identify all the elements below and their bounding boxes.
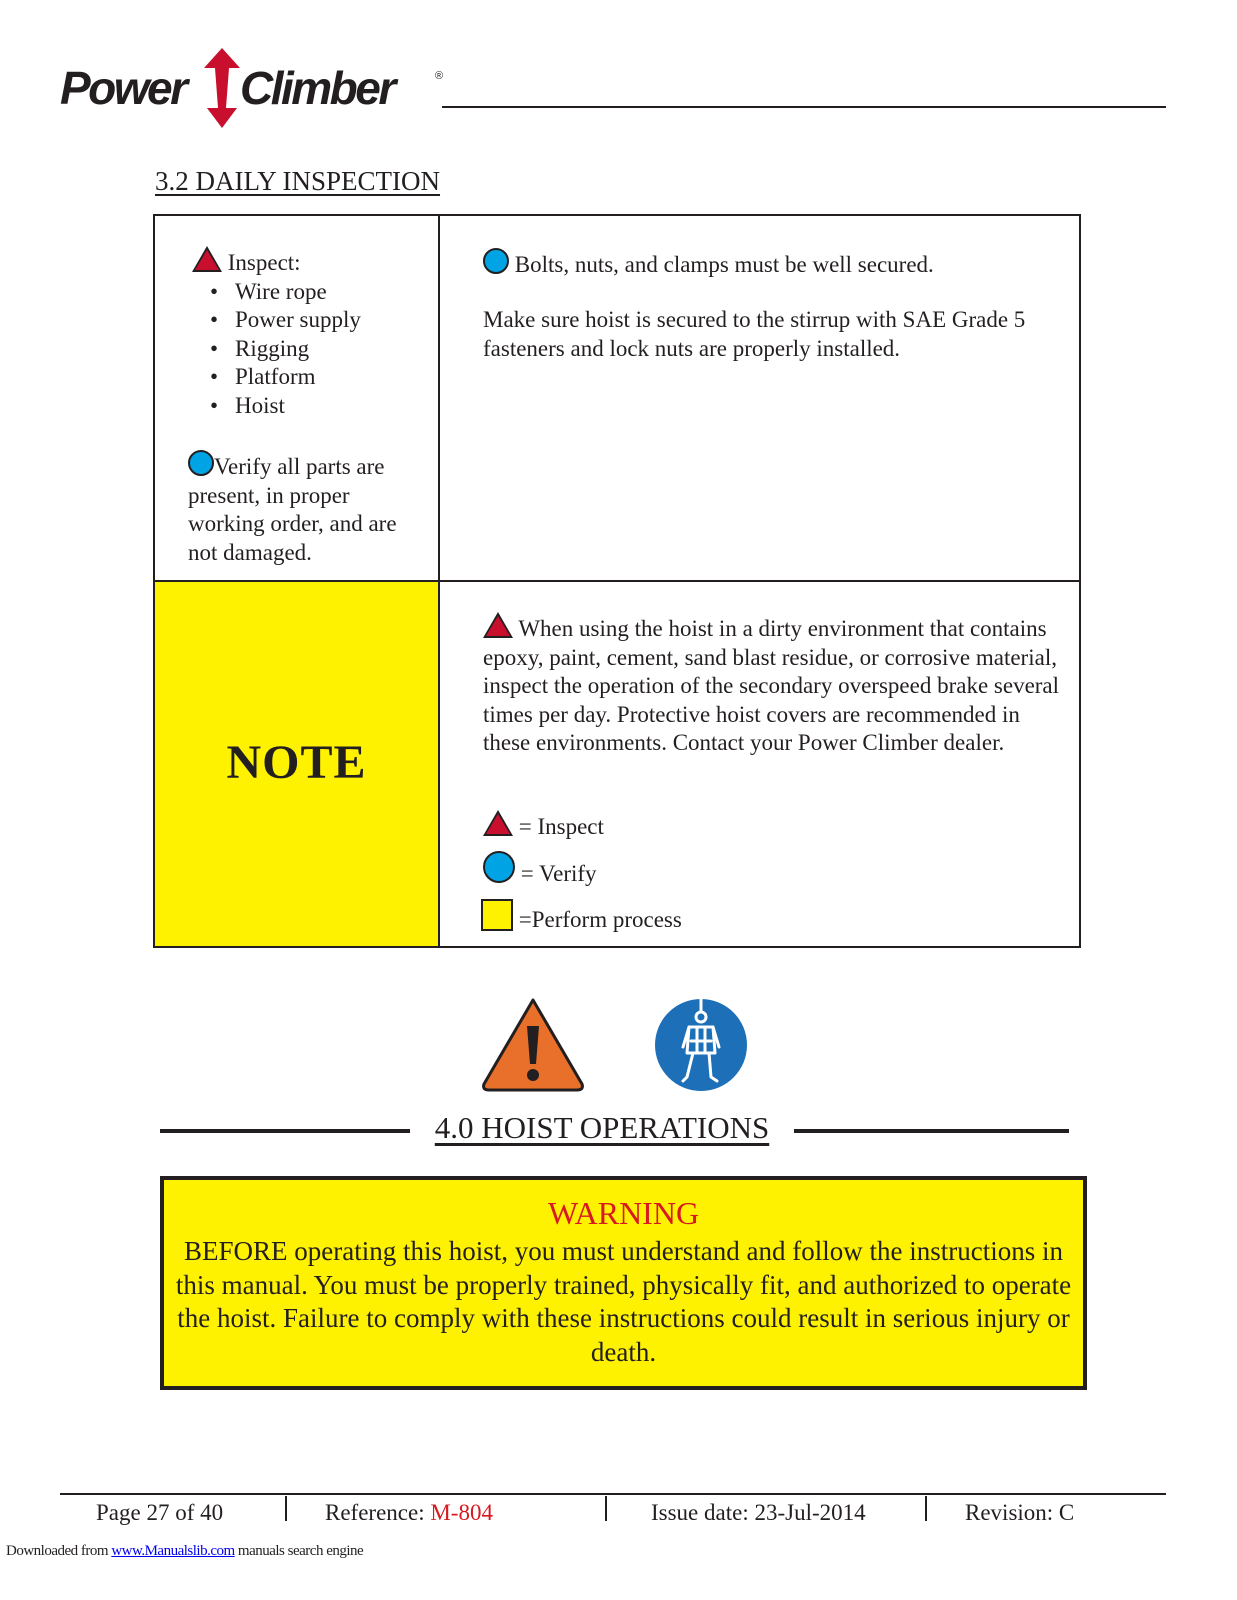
verify-circle-icon [483,851,515,883]
download-note [6,1543,363,1560]
heading-rule-right [794,1129,1069,1133]
page-number: Page 27 of 40 [96,1500,224,1525]
reference [325,1500,493,1526]
bolts-block [483,248,1063,280]
reference-label: Reference: [325,1500,431,1525]
power-climber-logo [60,48,460,128]
bolts-text: Bolts, nuts, and clamps must be well secured. [514,252,934,277]
legend-perform-label: =Perform process [518,907,682,932]
list-item: • Platform [190,363,430,392]
inspect-triangle-icon [483,612,513,638]
verify-circle-icon [188,450,214,476]
list-item: • Hoist [190,392,430,421]
verify-block [188,450,428,567]
inspect-block [190,246,430,420]
revision: Revision: C [965,1500,1075,1525]
note-block [483,612,1071,758]
verify-text: Verify all parts are present, in proper working order, and are not damaged. [188,454,397,565]
download-suffix: manuals search engine [234,1543,364,1559]
legend-inspect [483,810,604,842]
inspect-label: Inspect: [227,250,301,275]
table-horizontal-divider [153,580,1081,582]
inspect-triangle-icon [192,246,222,272]
logo-registered-mark: ® [435,70,444,82]
legend-perform [481,899,682,935]
inspect-triangle-icon [483,810,513,836]
warning-triangle-icon [480,996,586,1094]
footer-separator [925,1496,927,1521]
perform-square-icon [481,899,513,931]
manualslib-link[interactable]: www.Manualslib.com [111,1543,235,1559]
download-prefix: Downloaded from [6,1543,112,1559]
note-text: When using the hoist in a dirty environment that contains epoxy, paint, cement, sand blast residue, or corrosive material, inspect the operation of the secondary overspeed brake several times per day. Protective hoist covers are recommended in these environments. Contact your Power Climber dealer. [483,616,1060,755]
list-item: • Wire rope [190,278,430,307]
reference-value: M-804 [430,1500,493,1525]
issue-date: Issue date: 23-Jul-2014 [651,1500,866,1525]
legend-verify-label: = Verify [520,861,597,886]
logo-arrow-icon [200,48,244,128]
footer-rule [60,1493,1166,1495]
warning-title: WARNING [547,1195,700,1231]
warning-text: BEFORE operating this hoist, you must understand and follow the instructions in this manual. You must be properly trained, physically fit, and authorized to operate the hoist. Failure to comply with these instructions could result in serious injury or death. [175,1236,1072,1367]
safety-harness-icon [653,997,749,1093]
list-item: • Rigging [190,335,430,364]
logo-text-power: Power [60,62,186,114]
legend-verify [483,851,597,889]
note-label: NOTE [226,736,367,789]
section-title-daily-inspection: 3.2 DAILY INSPECTION [155,166,441,196]
header-rule [442,106,1166,108]
inspect-list [190,278,430,421]
heading-rule-left [160,1129,410,1133]
verify-circle-icon [483,248,509,274]
logo-text-climber: Climber [240,62,394,114]
secure-text: Make sure hoist is secured to the stirrup with SAE Grade 5 fasteners and lock nuts are properly installed. [483,307,1026,361]
footer-separator [605,1496,607,1521]
list-item: • Power supply [190,306,430,335]
footer-separator [285,1496,287,1521]
section-title-hoist-operations: 4.0 HOIST OPERATIONS [434,1110,770,1145]
legend-inspect-label: = Inspect [518,814,604,839]
